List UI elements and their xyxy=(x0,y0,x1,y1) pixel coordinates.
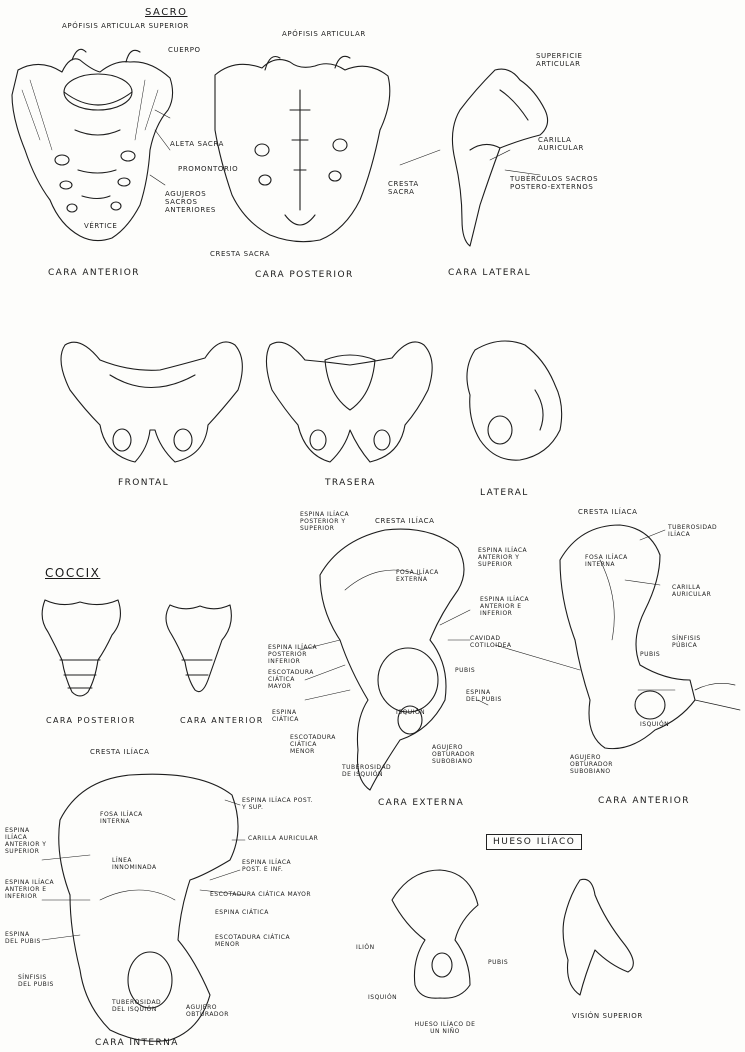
sacrum-posterior-drawing xyxy=(215,56,390,241)
label-cresta-sacra-posterior: CRESTA SACRA xyxy=(210,250,271,258)
label-ext-cresta-iliaca: CRESTA ILÍACA xyxy=(375,517,435,525)
caption-superior-view: VISIÓN SUPERIOR xyxy=(572,1012,643,1020)
label-ext-pubis: PUBIS xyxy=(455,667,476,674)
label-ant-fosa: FOSA ILÍACA INTERNA xyxy=(585,554,628,568)
label-ant-pubis: PUBIS xyxy=(640,651,661,658)
label-ext-tuberosidad: TUBEROSIDAD DE ISQUIÓN xyxy=(342,764,392,778)
caption-pelvis-frontal: FRONTAL xyxy=(118,478,170,488)
caption-iliac-external: CARA EXTERNA xyxy=(378,798,465,808)
label-int-sinfisis: SÍNFISIS DEL PUBIS xyxy=(18,974,54,988)
label-int-cresta: CRESTA ILÍACA xyxy=(90,748,150,756)
label-ext-cavidad: CAVIDAD COTILOIDEA xyxy=(470,635,512,649)
caption-coccyx-anterior: CARA ANTERIOR xyxy=(180,716,264,725)
child-title: HUESO ILÍACO xyxy=(486,834,582,850)
label-child-isquion: ISQUIÓN xyxy=(368,994,398,1001)
caption-sacrum-lateral: CARA LATERAL xyxy=(448,268,532,278)
label-ext-psis: ESPINA ILÍACA POSTERIOR Y SUPERIOR xyxy=(300,511,350,532)
caption-child-hip: HUESO ILÍACO DE UN NIÑO xyxy=(414,1021,476,1035)
coccyx-title: COCCIX xyxy=(45,566,101,580)
pelvis-lateral-drawing xyxy=(467,341,562,460)
label-ant-agujero: AGUJERO OBTURADOR SUBOBIANO xyxy=(570,754,613,775)
child-hip-drawing xyxy=(392,870,478,998)
label-int-asis: ESPINA ILÍACA ANTERIOR Y SUPERIOR xyxy=(5,827,47,855)
sacrum-title: SACRO xyxy=(145,7,188,18)
sacrum-anterior-drawing xyxy=(12,49,173,240)
caption-pelvis-trasera: TRASERA xyxy=(325,478,376,488)
label-ext-escotadura-mayor: ESCOTADURA CIÁTICA MAYOR xyxy=(268,669,314,690)
label-int-tuberosidad: TUBEROSIDAD DEL ISQUIÓN xyxy=(112,999,162,1013)
label-child-ilion: ILIÓN xyxy=(356,944,375,951)
label-int-aiis: ESPINA ILÍACA ANTERIOR E INFERIOR xyxy=(5,879,55,900)
label-ext-isquion: ISQUIÓN xyxy=(396,709,426,716)
caption-coccyx-posterior: CARA POSTERIOR xyxy=(46,716,136,725)
label-int-agujero: AGUJERO OBTURADOR xyxy=(186,1004,229,1018)
label-cresta-sacra-lateral: CRESTA SACRA xyxy=(388,180,419,197)
pelvis-posterior-drawing xyxy=(266,342,432,462)
label-ext-piis: ESPINA ILÍACA POSTERIOR INFERIOR xyxy=(268,644,318,665)
label-int-psis: ESPINA ILÍACA POST. Y SUP. xyxy=(242,797,314,811)
label-cuerpo: CUERPO xyxy=(168,46,201,54)
sacrum-lateral-drawing xyxy=(452,69,547,246)
caption-sacrum-anterior: CARA ANTERIOR xyxy=(48,268,140,278)
label-ant-isquion: ISQUIÓN xyxy=(640,721,670,728)
superior-view-drawing xyxy=(563,879,633,995)
label-aleta-sacra: ALETA SACRA xyxy=(170,140,224,148)
caption-iliac-anterior: CARA ANTERIOR xyxy=(598,796,690,806)
label-int-espina-pubis: ESPINA DEL PUBIS xyxy=(5,931,41,945)
label-apofisis-articular-superior: APÓFISIS ARTICULAR SUPERIOR xyxy=(62,22,189,30)
label-apofisis-articular: APÓFISIS ARTICULAR xyxy=(282,30,366,38)
label-ext-agujero: AGUJERO OBTURADOR SUBOBIANO xyxy=(432,744,475,765)
label-tuberculos-sacros: TUBÉRCULOS SACROS POSTERO-EXTERNOS xyxy=(510,175,599,192)
label-vertice: VÉRTICE xyxy=(84,222,118,230)
label-int-escotadura-menor: ESCOTADURA CIÁTICA MENOR xyxy=(215,934,291,948)
label-int-linea: LÍNEA INNOMINADA xyxy=(112,857,157,871)
caption-iliac-internal: CARA INTERNA xyxy=(95,1038,179,1048)
pelvis-frontal-drawing xyxy=(61,342,242,462)
label-ext-fosa: FOSA ILÍACA EXTERNA xyxy=(396,569,439,583)
label-int-piis: ESPINA ILÍACA POST. E INF. xyxy=(242,859,292,873)
label-ext-aiis: ESPINA ILÍACA ANTERIOR E INFERIOR xyxy=(480,596,530,617)
label-ant-sinfisis: SÍNFISIS PÚBICA xyxy=(672,635,701,649)
label-int-fosa: FOSA ILÍACA INTERNA xyxy=(100,811,143,825)
label-int-carilla: CARILLA AURICULAR xyxy=(248,835,319,842)
coccyx-drawings xyxy=(42,600,231,696)
label-ext-asis: ESPINA ILÍACA ANTERIOR Y SUPERIOR xyxy=(478,547,528,568)
caption-sacrum-posterior: CARA POSTERIOR xyxy=(255,270,354,280)
label-ant-carilla: CARILLA AURICULAR xyxy=(672,584,712,598)
label-agujeros-sacros: AGUJEROS SACROS ANTERIORES xyxy=(165,190,216,215)
label-carilla-auricular-sacro: CARILLA AURICULAR xyxy=(538,136,584,153)
label-superficie-articular: SUPERFICIE ARTICULAR xyxy=(536,52,583,69)
label-ant-cresta: CRESTA ILÍACA xyxy=(578,508,638,516)
label-promontorio: PROMONTORIO xyxy=(178,165,239,173)
label-ant-tuberosidad: TUBEROSIDAD ILÍACA xyxy=(668,524,718,538)
label-ext-espina-pubis: ESPINA DEL PUBIS xyxy=(466,689,502,703)
label-ext-espina-ciatica: ESPINA CIÁTICA xyxy=(272,709,299,723)
label-int-espina-ciatica: ESPINA CIÁTICA xyxy=(215,909,269,916)
caption-pelvis-lateral: LATERAL xyxy=(480,488,529,498)
label-int-escotadura-mayor: ESCOTADURA CIÁTICA MAYOR xyxy=(210,891,312,898)
label-ext-escotadura-menor: ESCOTADURA CIÁTICA MENOR xyxy=(290,734,336,755)
label-child-pubis: PUBIS xyxy=(488,959,509,966)
